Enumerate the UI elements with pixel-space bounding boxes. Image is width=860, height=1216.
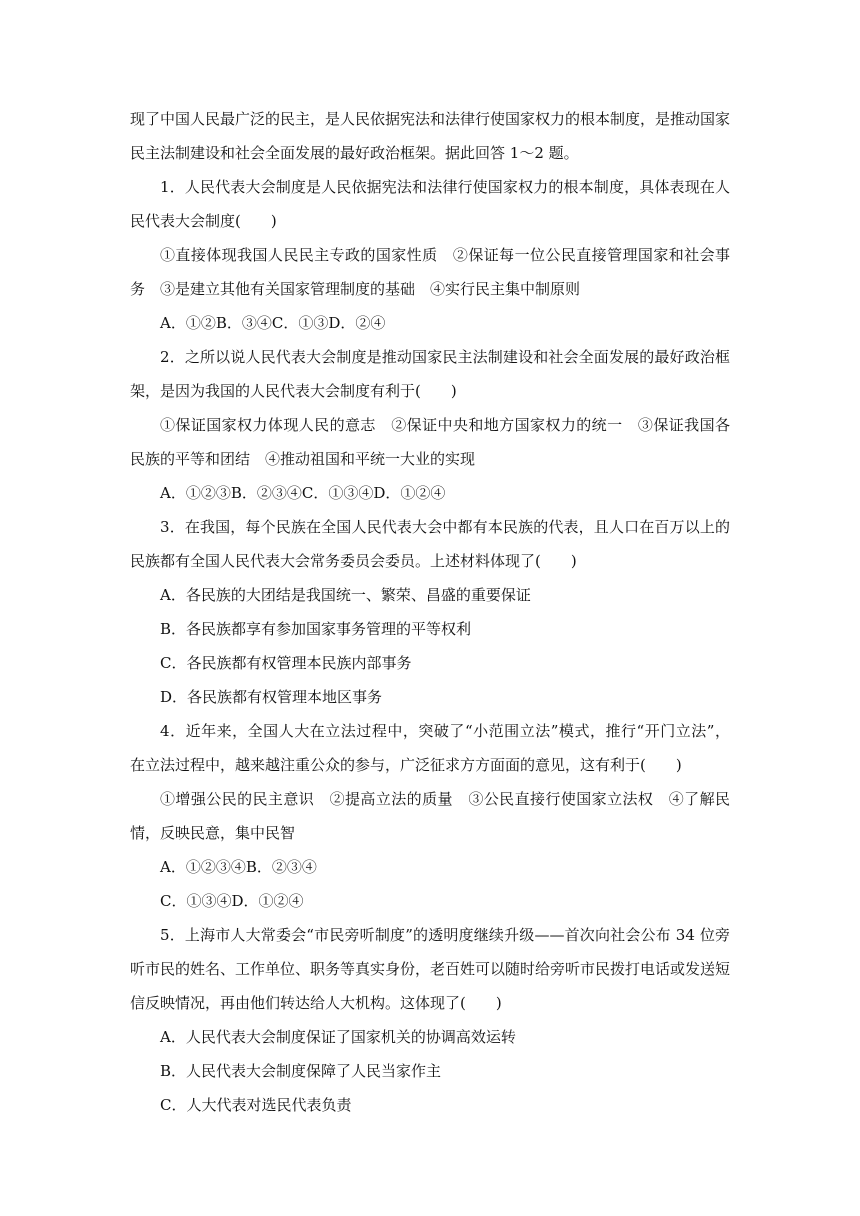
question-3-option-d: D．各民族都有权管理本地区事务 bbox=[160, 688, 383, 706]
question-4-stem-line-1: 4．近年来，全国人大在立法过程中，突破了“小范围立法”模式，推行“开门立法”， bbox=[160, 722, 730, 740]
question-2-stem-line-1: 2．之所以说人民代表大会制度是推动国家民主法制建设和社会全面发展的最好政治框 bbox=[160, 348, 730, 366]
question-1 bbox=[130, 176, 730, 346]
question-3-stem-line-2: 民族都有全国人民代表大会常务委员会委员。上述材料体现了( ) bbox=[130, 552, 577, 570]
question-3-option-a: A．各民族的大团结是我国统一、繁荣、昌盛的重要保证 bbox=[160, 586, 531, 604]
question-2 bbox=[130, 346, 730, 516]
question-3-option-c: C．各民族都有权管理本民族内部事务 bbox=[160, 654, 412, 672]
question-2-statement-line-1: ①保证国家权力体现人民的意志 ②保证中央和地方国家权力的统一 ③保证我国各 bbox=[160, 416, 730, 434]
question-4 bbox=[130, 720, 730, 924]
document-page bbox=[130, 108, 730, 1128]
intro-line-2: 民主法制建设和社会全面发展的最好政治框架。据此回答 1～2 题。 bbox=[130, 144, 579, 162]
question-5-stem-line-2: 听市民的姓名、工作单位、职务等真实身份，老百姓可以随时给旁听市民拨打电话或发送短 bbox=[130, 960, 730, 978]
question-4-options-line-2: C．①③④D．①②④ bbox=[160, 892, 304, 910]
question-5-stem-line-3: 信反映情况，再由他们转达给人大机构。这体现了( ) bbox=[130, 994, 502, 1012]
question-3 bbox=[130, 516, 730, 720]
question-2-options: A．①②③B．②③④C．①③④D．①②④ bbox=[160, 484, 446, 502]
question-1-stem-line-2: 民代表大会制度( ) bbox=[130, 212, 277, 230]
question-4-statement-line-1: ①增强公民的民主意识 ②提高立法的质量 ③公民直接行使国家立法权 ④了解民 bbox=[160, 790, 730, 808]
question-1-stem-line-1: 1．人民代表大会制度是人民依据宪法和法律行使国家权力的根本制度，具体表现在人 bbox=[160, 178, 730, 196]
question-5 bbox=[130, 924, 730, 1128]
question-2-statement-line-2: 民族的平等和团结 ④推动祖国和平统一大业的实现 bbox=[130, 450, 476, 468]
question-3-option-b: B．各民族都享有参加国家事务管理的平等权利 bbox=[160, 620, 472, 638]
question-2-stem-line-2: 架，是因为我国的人民代表大会制度有利于( ) bbox=[130, 382, 457, 400]
question-5-option-a: A．人民代表大会制度保证了国家机关的协调高效运转 bbox=[160, 1028, 516, 1046]
question-1-statement-line-2: 务 ③是建立其他有关国家管理制度的基础 ④实行民主集中制原则 bbox=[130, 280, 581, 298]
question-4-stem-line-2: 在立法过程中，越来越注重公众的参与，广泛征求方方面面的意见，这有利于( ) bbox=[130, 756, 682, 774]
question-5-option-b: B．人民代表大会制度保障了人民当家作主 bbox=[160, 1062, 442, 1080]
question-4-options-line-1: A．①②③④B．②③④ bbox=[160, 858, 317, 876]
question-4-statement-line-2: 情，反映民意，集中民智 bbox=[130, 824, 296, 842]
question-3-stem-line-1: 3．在我国，每个民族在全国人民代表大会中都有本民族的代表，且人口在百万以上的 bbox=[160, 518, 730, 536]
question-1-statement-line-1: ①直接体现我国人民民主专政的国家性质 ②保证每一位公民直接管理国家和社会事 bbox=[160, 246, 730, 264]
question-5-stem-line-1: 5．上海市人大常委会“市民旁听制度”的透明度继续升级——首次向社会公布 34 位旁 bbox=[160, 926, 730, 944]
question-1-options: A．①②B．③④C．①③D．②④ bbox=[160, 314, 386, 332]
question-5-option-c: C．人大代表对选民代表负责 bbox=[160, 1096, 352, 1114]
intro-line-1: 现了中国人民最广泛的民主，是人民依据宪法和法律行使国家权力的根本制度，是推动国家 bbox=[130, 110, 730, 128]
